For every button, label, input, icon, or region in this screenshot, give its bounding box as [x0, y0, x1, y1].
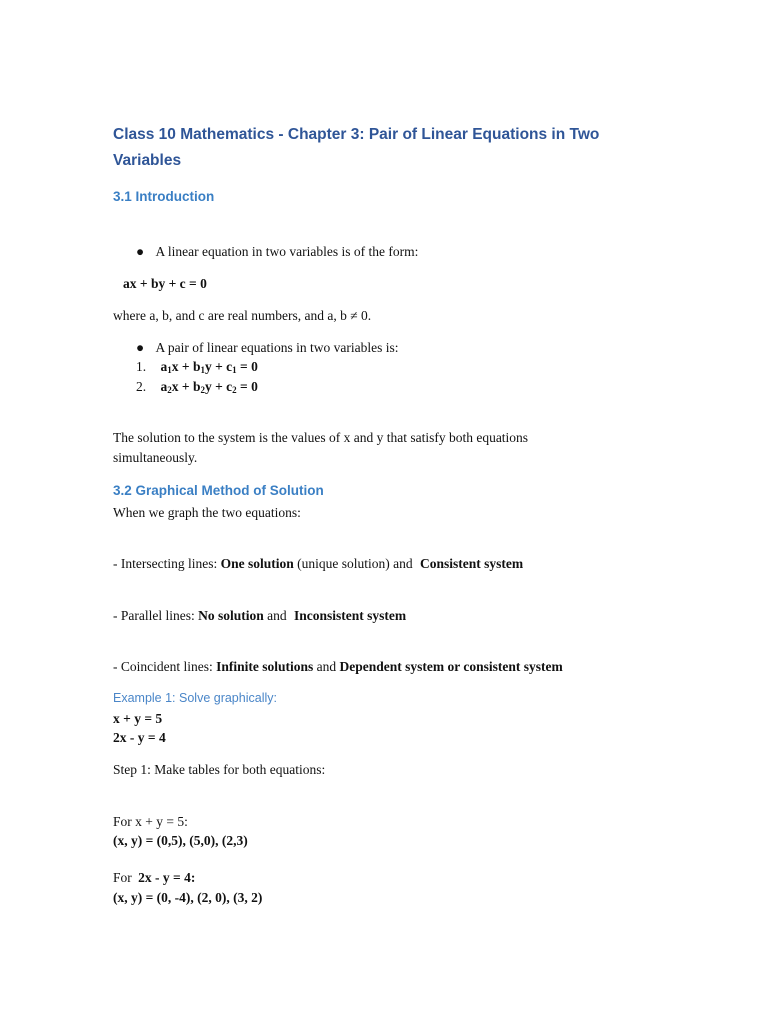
page-title-line1: Class 10 Mathematics - Chapter 3: Pair of Linear Equations in Two — [113, 126, 600, 143]
item-middle: and — [263, 608, 291, 623]
table-label-eq1: For x + y = 5: — [113, 814, 188, 829]
section-heading-introduction: 3.1 Introduction — [113, 189, 215, 204]
equation-1: $a_1x + b_1y + c_1 = 0$ — [160, 359, 258, 375]
bullet-icon: ● — [136, 244, 145, 259]
values-text: (x, y) = (0, -4), (2, 0), (3, 2) — [113, 890, 263, 905]
item-bold-solution: Infinite solutions — [216, 659, 314, 674]
item-bold-system: Dependent system or consistent system — [339, 659, 563, 674]
values-text: (x, y) = (0,5), (5,0), (2,3) — [113, 833, 248, 848]
item-middle: and — [313, 659, 340, 674]
intersecting-lines-item — [113, 556, 523, 572]
example-equation-1 — [113, 711, 162, 727]
step-1-text: Step 1: Make tables for both equations: — [113, 762, 326, 777]
item-prefix: - Coincident lines: — [113, 659, 217, 674]
general-form-equation — [123, 276, 207, 292]
coincident-lines-item — [113, 659, 563, 675]
equation-text: x + y = 5 — [113, 711, 163, 726]
solution-text-line2: simultaneously. — [113, 450, 198, 465]
page-title-line2: Variables — [113, 152, 182, 169]
table-values-eq2 — [113, 890, 262, 906]
equation-text: ax + by + c = 0 — [123, 276, 207, 291]
example-equation-2 — [113, 730, 166, 746]
where-text: where a, b, and c are real numbers, and a, b ≠ 0. — [113, 308, 372, 323]
equation-text: 2x - y = 4 — [113, 730, 166, 745]
table-label-eq2 — [113, 870, 195, 886]
bullet-item — [136, 244, 418, 260]
equation-2: $a_2x + b_2y + c_2 = 0$ — [160, 379, 258, 395]
bullet-item — [136, 340, 398, 356]
bullet-icon: ● — [136, 340, 145, 355]
item-bold-solution: No solution — [198, 608, 264, 623]
bullet-text: A linear equation in two variables is of the form: — [155, 244, 419, 259]
list-number: 1. — [136, 359, 147, 374]
graph-intro-text: When we graph the two equations: — [113, 505, 301, 520]
item-bold-system: Inconsistent system — [294, 608, 407, 623]
list-number: 2. — [136, 379, 147, 394]
item-prefix: - Intersecting lines: — [113, 556, 221, 571]
item-bold-solution: One solution — [220, 556, 294, 571]
label-prefix: For — [113, 870, 136, 885]
example-heading: Example 1: Solve graphically: — [113, 691, 277, 705]
item-prefix: - Parallel lines: — [113, 608, 199, 623]
bullet-text: A pair of linear equations in two variables is: — [155, 340, 399, 355]
parallel-lines-item — [113, 608, 406, 624]
item-bold-system: Consistent system — [419, 556, 524, 571]
solution-text-line1: The solution to the system is the values of x and y that satisfy both equations — [113, 430, 529, 445]
section-heading-graphical-method: 3.2 Graphical Method of Solution — [113, 483, 324, 498]
item-middle: (unique solution) and — [293, 556, 416, 571]
label-equation: 2x - y = 4: — [138, 870, 196, 885]
equation-list-item-2 — [136, 379, 258, 395]
table-values-eq1 — [113, 833, 248, 849]
equation-list-item-1 — [136, 359, 258, 375]
